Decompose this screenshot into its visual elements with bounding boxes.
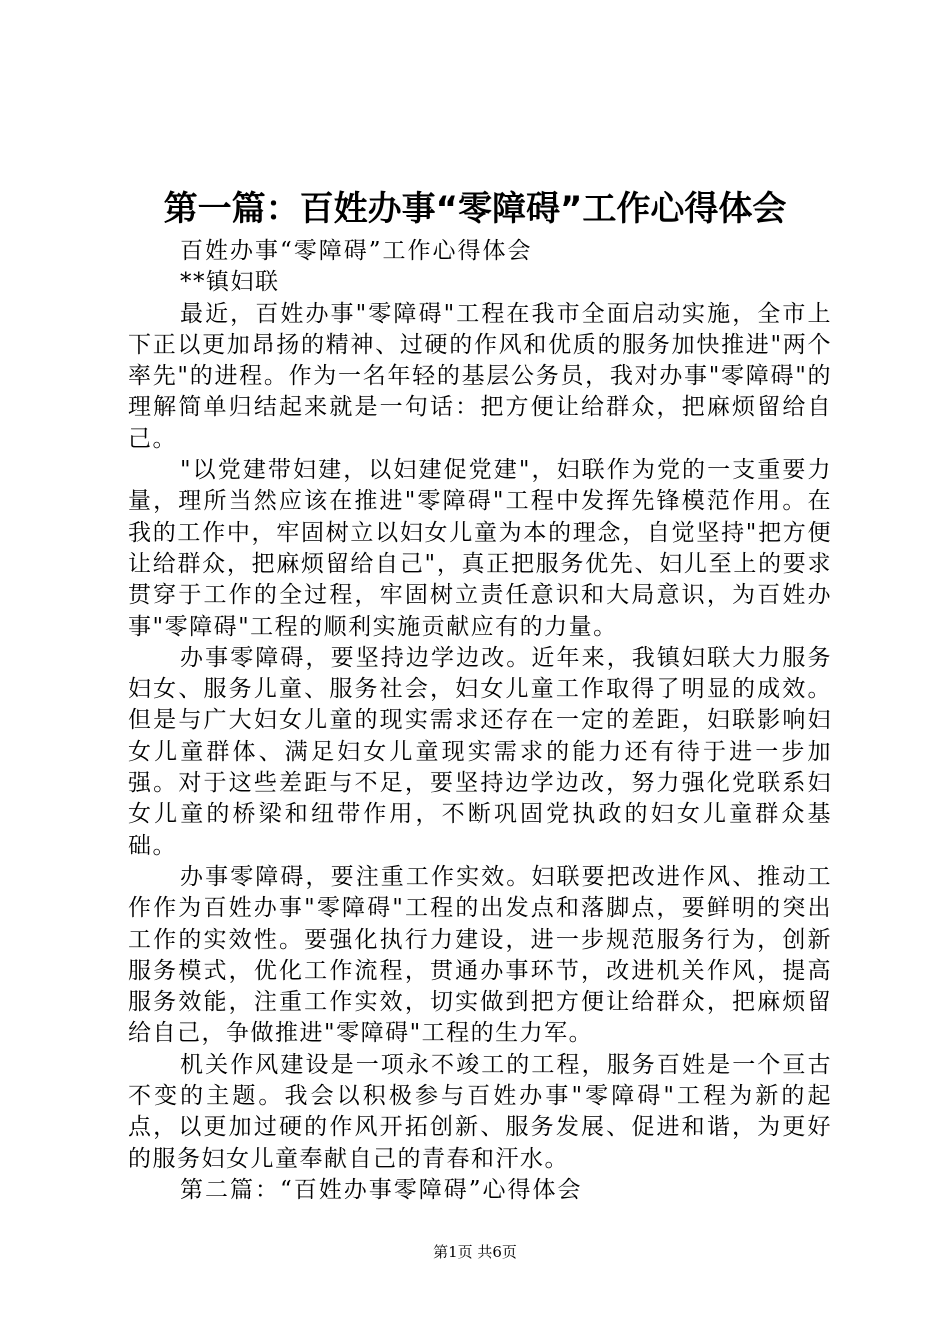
document-title: 第一篇：百姓办事“零障碍”工作心得体会 — [163, 189, 787, 229]
document-body — [128, 236, 832, 1206]
page-footer: 第1页 共6页 — [433, 1243, 517, 1261]
next-section-heading: 第二篇：“百姓办事零障碍”心得体会 — [180, 1176, 583, 1203]
article-author: **镇妇联 — [180, 269, 280, 296]
paragraph-5: 机关作风建设是一项永不竣工的工程，服务百姓是一个亘古不变的主题。我会以积极参与百姓办事"零障碍"工程为新的起点，以更加过硬的作风开拓创新、服务发展、促进和谐，为更好的服务妇女儿童奉献自己的青春和汗水。 — [128, 1051, 832, 1172]
article-subtitle: 百姓办事“零障碍”工作心得体会 — [180, 238, 533, 264]
paragraph-1: 最近，百姓办事"零障碍"工程在我市全面启动实施，全市上下正以更加昂扬的精神、过硬的作风和优质的服务加快推进"两个率先"的进程。作为一名年轻的基层公务员，我对办事"零障碍"的理解简单归结起来就是一句话：把方便让给群众，把麻烦留给自己。 — [128, 300, 832, 452]
paragraph-4: 办事零障碍，要注重工作实效。妇联要把改进作风、推动工作作为百姓办事"零障碍"工程的出发点和落脚点，要鲜明的突出工作的实效性。要强化执行力建设，进一步规范服务行为，创新服务模式，优化工作流程，贯通办事环节，改进机关作风，提高服务效能，注重工作实效，切实做到把方便让给群众，把麻烦留给自己，争做推进"零障碍"工程的生力军。 — [128, 863, 832, 1047]
paragraph-3: 办事零障碍，要坚持边学边改。近年来，我镇妇联大力服务妇女、服务儿童、服务社会，妇女儿童工作取得了明显的成效。但是与广大妇女儿童的现实需求还存在一定的差距，妇联影响妇女儿童群体、满足妇女儿童现实需求的能力还有待于进一步加强。对于这些差距与不足，要坚持边学边改，努力强化党联系妇女儿童的桥梁和纽带作用，不断巩固党执政的妇女儿童群众基础。 — [128, 644, 832, 859]
paragraph-2: "以党建带妇建，以妇建促党建"，妇联作为党的一支重要力量，理所当然应该在推进"零障碍"工程中发挥先锋模范作用。在我的工作中，牢固树立以妇女儿童为本的理念，自觉坚持"把方便让给群众，把麻烦留给自己"，真正把服务优先、妇儿至上的要求贯穿于工作的全过程，牢固树立责任意识和大局意识，为百姓办事"零障碍"工程的顺利实施贡献应有的力量。 — [128, 457, 832, 640]
